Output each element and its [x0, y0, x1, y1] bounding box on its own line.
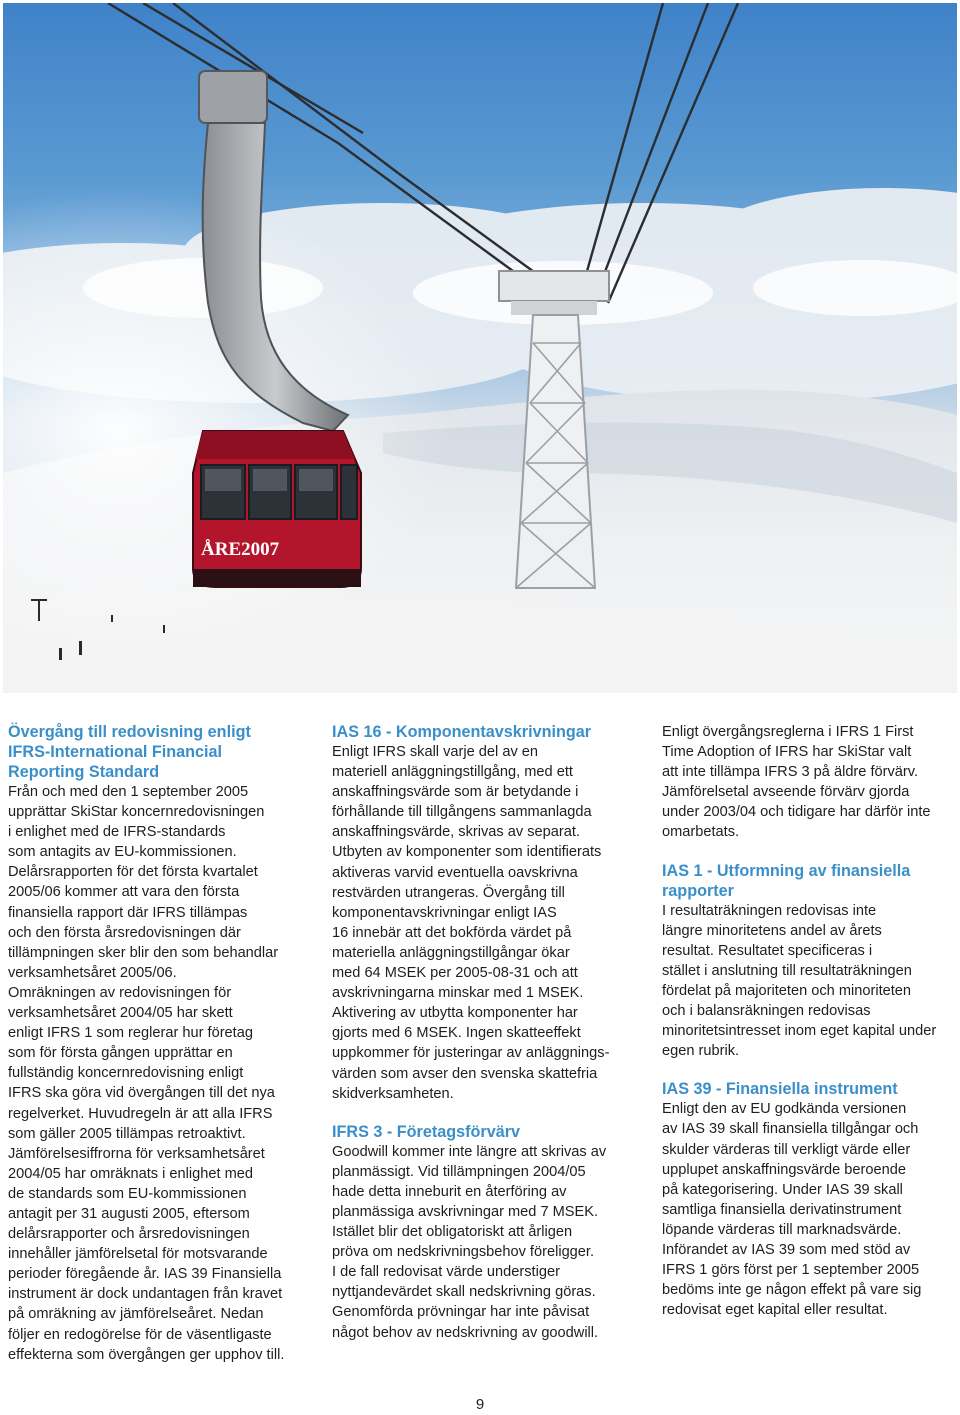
- text-line: de standards som EU-kommissionen: [8, 1185, 247, 1202]
- text-line: Aktivering av utbytta komponenter har: [332, 1005, 578, 1022]
- text-line: I de fall redovisat värde understiger: [332, 1264, 560, 1281]
- text-line: Enligt övergångsreglerna i IFRS 1 First: [662, 724, 914, 740]
- text-line: antagit per 31 augusti 2005, eftersom: [8, 1205, 250, 1222]
- text-line: gjorts med 6 MSEK. Ingen skatteeffekt: [332, 1025, 581, 1042]
- text-line: värden som avser den svenska skattefria: [332, 1065, 598, 1082]
- text-line: Jämförelsetal avseende förvärv gjorda: [662, 784, 910, 801]
- text-line: skulder värderas till verkligt värde eller: [662, 1141, 911, 1158]
- text-line: något behov av nedskrivning av goodwill.: [332, 1324, 599, 1341]
- text-line: och den första årsredovisningen där: [8, 924, 241, 941]
- text-line: omarbetats.: [662, 824, 740, 841]
- heading-line: rapporter: [662, 881, 734, 900]
- heading-line: Reporting Standard: [8, 763, 160, 781]
- body-paragraph: [662, 722, 960, 843]
- text-line: materiell anläggningstillgång, med ett: [332, 764, 573, 781]
- text-line: Från och med den 1 september 2005: [8, 784, 249, 800]
- text-line: fördelat på majoriteten och minoriteten: [662, 982, 912, 999]
- text-line: 16 innebär att det bokförda värdet på: [332, 924, 572, 941]
- text-line: perioder föregående år. IAS 39 Finansiella: [8, 1266, 282, 1283]
- text-line: instrument är dock undantagen från kravet: [8, 1286, 283, 1303]
- text-line: redovisat eget kapital eller resultat.: [662, 1302, 888, 1319]
- text-line: Time Adoption of IFRS har SkiStar valt: [662, 744, 912, 761]
- text-line: Utbyten av komponenter som identifierats: [332, 844, 602, 861]
- heading-line: IFRS-International Financial: [8, 743, 223, 761]
- text-line: löpande värderas till marknadsvärde.: [662, 1221, 902, 1238]
- text-line: Genomförda prövningar har inte påvisat: [332, 1304, 590, 1321]
- cabin-sign: ÅRE2007: [201, 539, 280, 560]
- text-line: Istället blir det obligatoriskt att årligen: [332, 1224, 573, 1241]
- text-line: pröva om nedskrivningsbehov föreligger.: [332, 1244, 595, 1261]
- cable-car-cabin: [193, 431, 361, 587]
- cable-car-photo: [3, 3, 957, 693]
- cable-car-illustration: [3, 3, 957, 693]
- text-line: Delårsrapporten för det första kvartalet: [8, 864, 258, 881]
- text-line: Goodwill kommer inte längre att skrivas av: [332, 1143, 607, 1160]
- text-line: Enligt den av EU godkända versionen: [662, 1101, 907, 1118]
- text-line: fullständig koncernredovisning enligt: [8, 1065, 244, 1082]
- text-line: Omräkningen av redovisningen för: [8, 984, 232, 1001]
- text-line: effekterna som övergången ger upphov till.: [8, 1346, 285, 1363]
- text-line: av IAS 39 skall finansiella tillgångar och: [662, 1121, 919, 1138]
- text-line: planmässigt. Vid tillämpningen 2004/05: [332, 1163, 586, 1180]
- column-3: [662, 722, 960, 1320]
- text-line: samtliga finansiella derivatinstrument: [662, 1201, 902, 1218]
- text-line: verksamhetsåret 2004/05 har skett: [8, 1005, 233, 1022]
- text-line: tillämpningen sker blir den som behandlar: [8, 944, 279, 961]
- body-paragraph: [662, 901, 960, 1062]
- text-line: regelverket. Huvudregeln är att alla IFRS: [8, 1105, 273, 1122]
- text-line: som antagits av EU-kommissionen.: [8, 844, 237, 861]
- heading-line: IAS 1 - Utformning av finansiella: [662, 861, 911, 880]
- body-paragraph: [332, 1142, 632, 1343]
- text-line: aktiveras varvid eventuella oavskrivna: [332, 864, 578, 881]
- text-line: längre minoritetens andel av årets: [662, 922, 882, 939]
- text-line: resultat. Resultatet specificeras i: [662, 942, 873, 959]
- section-heading: [662, 1079, 960, 1099]
- body-paragraph: [662, 1099, 960, 1320]
- text-line: som för första gången upprättar en: [8, 1045, 233, 1062]
- text-line: bedöms inte ge någon effekt på vare sig: [662, 1282, 922, 1299]
- section-heading: [662, 861, 960, 901]
- text-line: på omräkning av jämförelseåret. Nedan: [8, 1306, 264, 1323]
- text-line: nyttjandevärdet skall nedskrivning göras.: [332, 1284, 596, 1301]
- text-line: finansiella rapport där IFRS tillämpas: [8, 904, 248, 921]
- text-line: förhållande till tillgångens sammanlagda: [332, 804, 592, 821]
- text-line: Enligt IFRS skall varje del av en: [332, 744, 539, 760]
- text-line: avskrivningarna minskar med 1 MSEK.: [332, 985, 584, 1002]
- section-heading: IFRS 3 - Företagsförvärv: [332, 1122, 521, 1141]
- text-line: planmässiga avskrivningar med 7 MSEK.: [332, 1203, 599, 1220]
- heading-line: IAS 39 - Finansiella instrument: [662, 1080, 898, 1099]
- body-paragraph: [8, 1144, 308, 1365]
- heading-line: Övergång till redovisning enligt: [8, 723, 251, 741]
- text-line: IFRS ska göra vid övergången till det nya: [8, 1085, 275, 1102]
- text-line: med 64 MSEK per 2005-08-31 och att: [332, 965, 578, 982]
- text-line: egen rubrik.: [662, 1043, 740, 1060]
- text-line: delårsrapporter och årsredovisningen: [8, 1226, 250, 1243]
- text-line: komponentavskrivningar enligt IAS: [332, 904, 557, 921]
- text-line: upprättar SkiStar koncernredovisningen: [8, 804, 265, 821]
- transition-heading: [8, 722, 308, 782]
- body-paragraph: [332, 742, 632, 1104]
- text-line: på kategorisering. Under IAS 39 skall: [662, 1181, 903, 1198]
- body-paragraph: [8, 983, 308, 1144]
- text-line: uppkommer för justeringar av anläggnings-: [332, 1045, 610, 1062]
- column-1: [8, 722, 308, 1365]
- column-2: [332, 722, 632, 1343]
- body-paragraph: [8, 862, 308, 983]
- text-line: skidverksamheten.: [332, 1085, 454, 1102]
- text-line: materiella anläggningstillgångar ökar: [332, 944, 570, 961]
- text-line: minoritetsintresset inom eget kapital under: [662, 1023, 937, 1040]
- text-line: 2005/06 kommer att vara den första: [8, 884, 240, 901]
- text-line: IFRS 1 görs först per 1 september 2005: [662, 1262, 920, 1279]
- text-line: följer en redogörelse för de väsentligaste: [8, 1326, 272, 1343]
- section-heading: IAS 16 - Komponentavskrivningar: [332, 723, 592, 741]
- text-line: restvärden utrangeras. Övergång till: [332, 884, 565, 901]
- text-line: som gäller 2005 tillämpas retroaktivt.: [8, 1125, 246, 1142]
- text-line: och i balansräkningen redovisas: [662, 1003, 871, 1020]
- text-line: I resultaträkningen redovisas inte: [662, 902, 877, 919]
- text-line: anskaffningsvärde som är betydande i: [332, 784, 579, 801]
- text-line: Införandet av IAS 39 som med stöd av: [662, 1241, 911, 1258]
- text-line: stället i anslutning till resultaträkningen: [662, 962, 912, 979]
- text-line: under 2003/04 och tidigare har därför inte: [662, 804, 931, 821]
- text-line: att inte tillämpa IFRS 3 på äldre förvärv.: [662, 764, 919, 781]
- text-line: Jämförelsesiffrorna för verksamhetsåret: [8, 1145, 265, 1162]
- body-paragraph: [8, 782, 308, 862]
- text-line: anskaffningsvärde, skrivas av separat.: [332, 824, 580, 841]
- text-line: verksamhetsåret 2005/06.: [8, 964, 177, 981]
- text-line: enligt IFRS 1 som reglerar hur företag: [8, 1025, 253, 1042]
- text-line: hade detta inneburit en återföring av: [332, 1183, 567, 1200]
- page-number: 9: [475, 1396, 485, 1413]
- text-line: innehåller jämförelsetal för motsvarande: [8, 1246, 268, 1263]
- text-line: upplupet anskaffningsvärde beroende: [662, 1161, 906, 1178]
- text-line: 2004/05 har omräknats i enlighet med: [8, 1165, 254, 1182]
- text-line: i enlighet med de IFRS-standards: [8, 824, 226, 841]
